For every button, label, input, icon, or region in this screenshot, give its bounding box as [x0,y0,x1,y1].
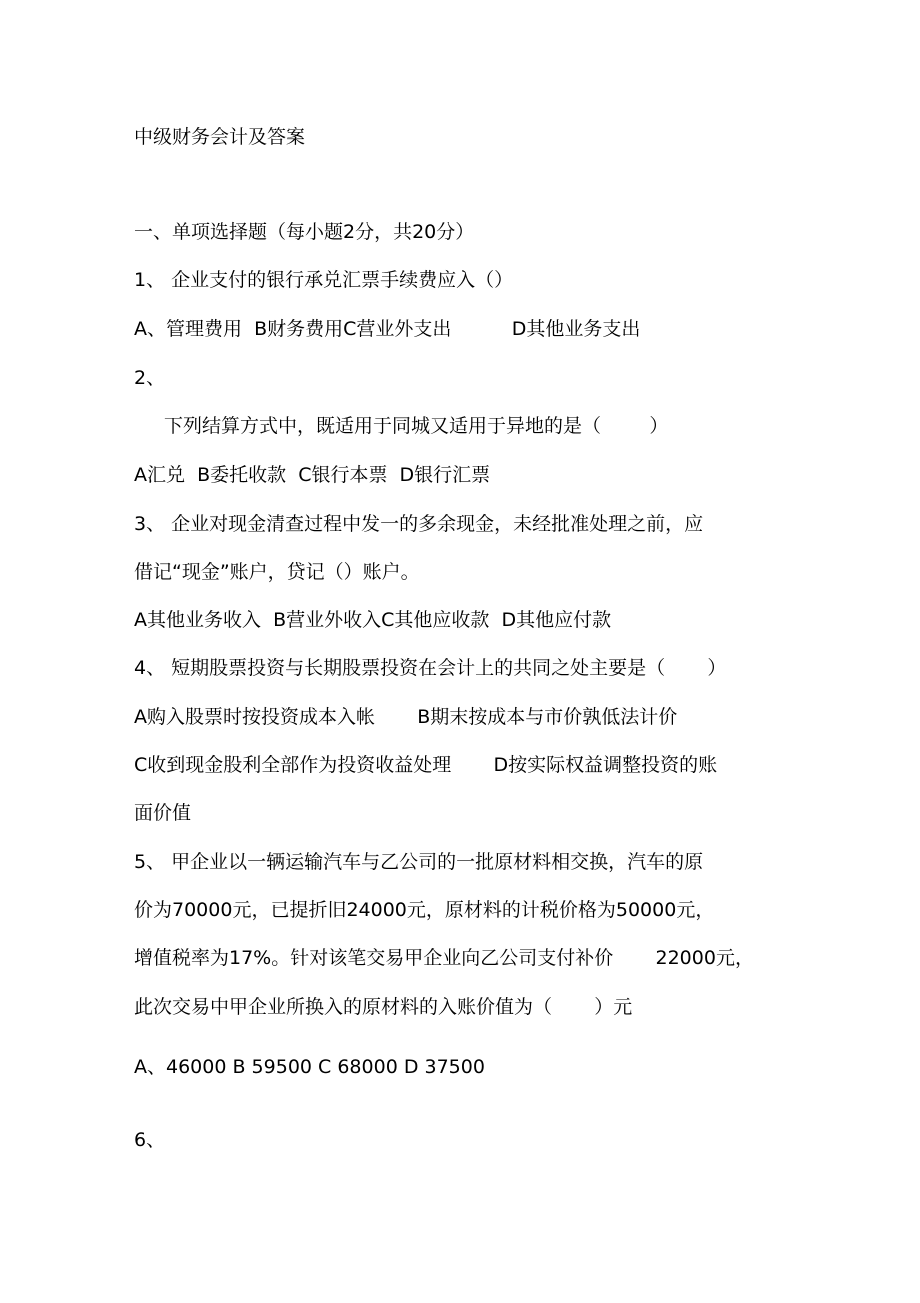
question-5-stem-line-4: 此次交易中甲企业所换入的原材料的入账价值为（ ）元 [134,996,633,1018]
question-5 [134,850,703,874]
question-3-options: A其他业务收入 B营业外收入C其他应收款 D其他应付款 [134,609,612,631]
question-3-stem-line-2: 借记“现金”账户，贷记（）账户。 [134,561,420,583]
question-5-stem-line-2: 价为70000元，已提折旧24000元，原材料的计税价格为50000元， [134,899,715,921]
question-2-number: 2、 [134,367,166,389]
question-stem: 企业支付的银行承兑汇票手续费应入（） [165,269,514,291]
question-4-options-line-3: 面价值 [134,802,192,824]
question-5-options: A、46000 B 59500 C 68000 D 37500 [134,1056,485,1078]
question-number: 1、 [134,269,166,291]
question-stem: 短期股票投资与长期股票投资在会计上的共同之处主要是（ ） [165,657,727,679]
question-4 [134,656,726,680]
question-4-options-line-1: A购入股票时按投资成本入帐 B期末按成本与市价孰低法计价 [134,706,678,728]
question-2-stem: 下列结算方式中，既适用于同城又适用于异地的是（ ） [164,415,669,437]
document-title: 中级财务会计及答案 [134,126,306,148]
question-number: 4、 [134,657,166,679]
question-stem-line-1: 甲企业以一辆运输汽车与乙公司的一批原材料相交换，汽车的原 [165,851,704,873]
question-4-options-line-2: C收到现金股利全部作为投资收益处理 D按实际权益调整投资的账 [134,754,718,776]
question-5-stem-line-3: 增值税率为17%。针对该笔交易甲企业向乙公司支付补价 22000元， [134,947,754,969]
question-1-options: A、管理费用 B财务费用C营业外支出 D其他业务支出 [134,318,641,340]
question-number: 5、 [134,851,166,873]
section-heading: 一、单项选择题（每小题2分，共20分） [134,221,475,243]
question-number: 3、 [134,513,166,535]
question-6-number: 6、 [134,1129,166,1151]
question-1 [134,268,513,292]
question-2-options: A汇兑 B委托收款 C银行本票 D银行汇票 [134,464,491,486]
question-3 [134,512,703,536]
question-stem-line-1: 企业对现金清查过程中发一的多余现金，未经批准处理之前，应 [165,513,704,535]
